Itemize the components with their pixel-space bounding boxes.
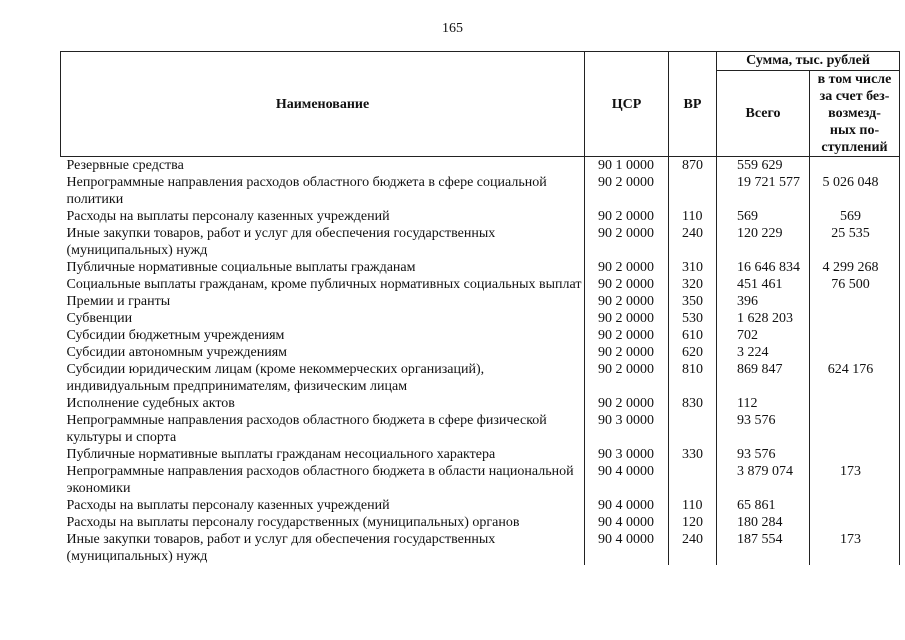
row-csr: 90 2 0000 <box>585 310 669 327</box>
header-sum: Сумма, тыс. рублей <box>717 52 900 71</box>
row-name: Субвенции <box>66 311 133 326</box>
row-vr: 330 <box>669 446 717 463</box>
row-csr: 90 2 0000 <box>585 327 669 344</box>
row-name: Непрограммные направления расходов областного бюджета в сфере социальной политики <box>66 175 547 207</box>
row-csr: 90 2 0000 <box>585 259 669 276</box>
row-free <box>810 157 900 175</box>
row-csr: 90 2 0000 <box>585 225 669 259</box>
row-free: 4 299 268 <box>810 259 900 276</box>
row-free <box>810 412 900 446</box>
row-vr <box>669 463 717 497</box>
row-free <box>810 446 900 463</box>
row-csr: 90 2 0000 <box>585 395 669 412</box>
header-free-line: в том числе <box>817 72 892 87</box>
row-free <box>810 395 900 412</box>
row-total: 451 461 <box>717 276 810 293</box>
table-row <box>61 395 900 412</box>
header-csr: ЦСР <box>585 52 669 157</box>
row-total: 93 576 <box>717 412 810 446</box>
header-total: Всего <box>717 71 810 157</box>
table-body <box>61 157 900 566</box>
row-csr: 90 4 0000 <box>585 497 669 514</box>
header-vr: ВР <box>669 52 717 157</box>
row-free: 5 026 048 <box>810 174 900 208</box>
row-total: 3 224 <box>717 344 810 361</box>
table-row <box>61 157 900 175</box>
header-free <box>810 71 900 157</box>
row-total: 559 629 <box>717 157 810 175</box>
row-total: 65 861 <box>717 497 810 514</box>
row-free <box>810 310 900 327</box>
row-csr: 90 4 0000 <box>585 531 669 565</box>
row-name: Расходы на выплаты персоналу казенных учреждений <box>66 498 390 513</box>
row-vr: 350 <box>669 293 717 310</box>
row-vr: 810 <box>669 361 717 395</box>
table-row <box>61 225 900 259</box>
row-vr: 830 <box>669 395 717 412</box>
row-name: Резервные средства <box>66 158 184 173</box>
row-csr: 90 4 0000 <box>585 463 669 497</box>
row-name: Субсидии бюджетным учреждениям <box>66 328 285 343</box>
table-row <box>61 293 900 310</box>
header-free-line: за счет без- <box>819 89 890 104</box>
row-csr: 90 2 0000 <box>585 208 669 225</box>
table-row <box>61 208 900 225</box>
row-vr: 110 <box>669 497 717 514</box>
table-row <box>61 463 900 497</box>
row-total: 702 <box>717 327 810 344</box>
row-name: Публичные нормативные выплаты гражданам несоциального характера <box>66 447 496 462</box>
table-row <box>61 259 900 276</box>
table-row <box>61 276 900 293</box>
row-total: 16 646 834 <box>717 259 810 276</box>
page-number: 165 <box>442 21 463 36</box>
row-name: Субсидии автономным учреждениям <box>66 345 288 360</box>
row-total: 1 628 203 <box>717 310 810 327</box>
row-name: Расходы на выплаты персоналу казенных учреждений <box>66 209 390 224</box>
row-vr: 870 <box>669 157 717 175</box>
table-row <box>61 174 900 208</box>
row-csr: 90 2 0000 <box>585 361 669 395</box>
row-vr: 320 <box>669 276 717 293</box>
row-vr: 120 <box>669 514 717 531</box>
row-total: 569 <box>717 208 810 225</box>
row-vr: 610 <box>669 327 717 344</box>
row-csr: 90 2 0000 <box>585 276 669 293</box>
table-row <box>61 514 900 531</box>
row-total: 19 721 577 <box>717 174 810 208</box>
row-total: 120 229 <box>717 225 810 259</box>
row-csr: 90 2 0000 <box>585 344 669 361</box>
row-total: 869 847 <box>717 361 810 395</box>
row-name: Непрограммные направления расходов областного бюджета в сфере физической культуры и спорта <box>66 413 547 445</box>
table-row <box>61 531 900 565</box>
table-row <box>61 327 900 344</box>
row-free: 569 <box>810 208 900 225</box>
table-row <box>61 361 900 395</box>
row-vr: 240 <box>669 531 717 565</box>
row-free <box>810 497 900 514</box>
row-total: 3 879 074 <box>717 463 810 497</box>
row-free: 25 535 <box>810 225 900 259</box>
table-row <box>61 446 900 463</box>
row-free <box>810 293 900 310</box>
row-csr: 90 4 0000 <box>585 514 669 531</box>
row-csr: 90 1 0000 <box>585 157 669 175</box>
table-row <box>61 310 900 327</box>
row-vr <box>669 412 717 446</box>
row-vr: 110 <box>669 208 717 225</box>
row-csr: 90 2 0000 <box>585 174 669 208</box>
row-vr: 240 <box>669 225 717 259</box>
header-free-line: ступлений <box>821 140 888 155</box>
header-name: Наименование <box>61 52 585 157</box>
row-free <box>810 327 900 344</box>
table-row <box>61 412 900 446</box>
row-csr: 90 2 0000 <box>585 293 669 310</box>
row-name: Расходы на выплаты персоналу государственных (муниципальных) органов <box>66 515 520 530</box>
header-free-line: ных по- <box>829 123 880 138</box>
row-free: 173 <box>810 531 900 565</box>
table-row <box>61 344 900 361</box>
row-free: 624 176 <box>810 361 900 395</box>
row-total: 187 554 <box>717 531 810 565</box>
budget-table <box>60 51 900 565</box>
row-vr: 620 <box>669 344 717 361</box>
row-free: 173 <box>810 463 900 497</box>
row-free: 76 500 <box>810 276 900 293</box>
header-free-line: возмезд- <box>828 106 881 121</box>
row-total: 93 576 <box>717 446 810 463</box>
row-name: Премии и гранты <box>66 294 171 309</box>
row-name: Иные закупки товаров, работ и услуг для обеспечения государственных (муниципальных) нужд <box>66 532 496 564</box>
row-total: 396 <box>717 293 810 310</box>
row-name: Иные закупки товаров, работ и услуг для обеспечения государственных (муниципальных) нужд <box>66 226 496 258</box>
row-csr: 90 3 0000 <box>585 446 669 463</box>
row-name: Субсидии юридическим лицам (кроме некоммерческих организаций), индивидуальным предпринимателям, физическим лицам <box>66 362 485 394</box>
row-vr: 310 <box>669 259 717 276</box>
table-row <box>61 497 900 514</box>
row-name: Публичные нормативные социальные выплаты гражданам <box>66 260 416 275</box>
row-free <box>810 344 900 361</box>
row-name: Социальные выплаты гражданам, кроме публичных нормативных социальных выплат <box>66 277 582 292</box>
row-free <box>810 514 900 531</box>
row-name: Исполнение судебных актов <box>66 396 235 411</box>
table-header <box>61 52 900 157</box>
row-vr: 530 <box>669 310 717 327</box>
row-vr <box>669 174 717 208</box>
row-total: 112 <box>717 395 810 412</box>
row-name: Непрограммные направления расходов областного бюджета в области национальной экономики <box>66 464 574 496</box>
row-csr: 90 3 0000 <box>585 412 669 446</box>
row-total: 180 284 <box>717 514 810 531</box>
